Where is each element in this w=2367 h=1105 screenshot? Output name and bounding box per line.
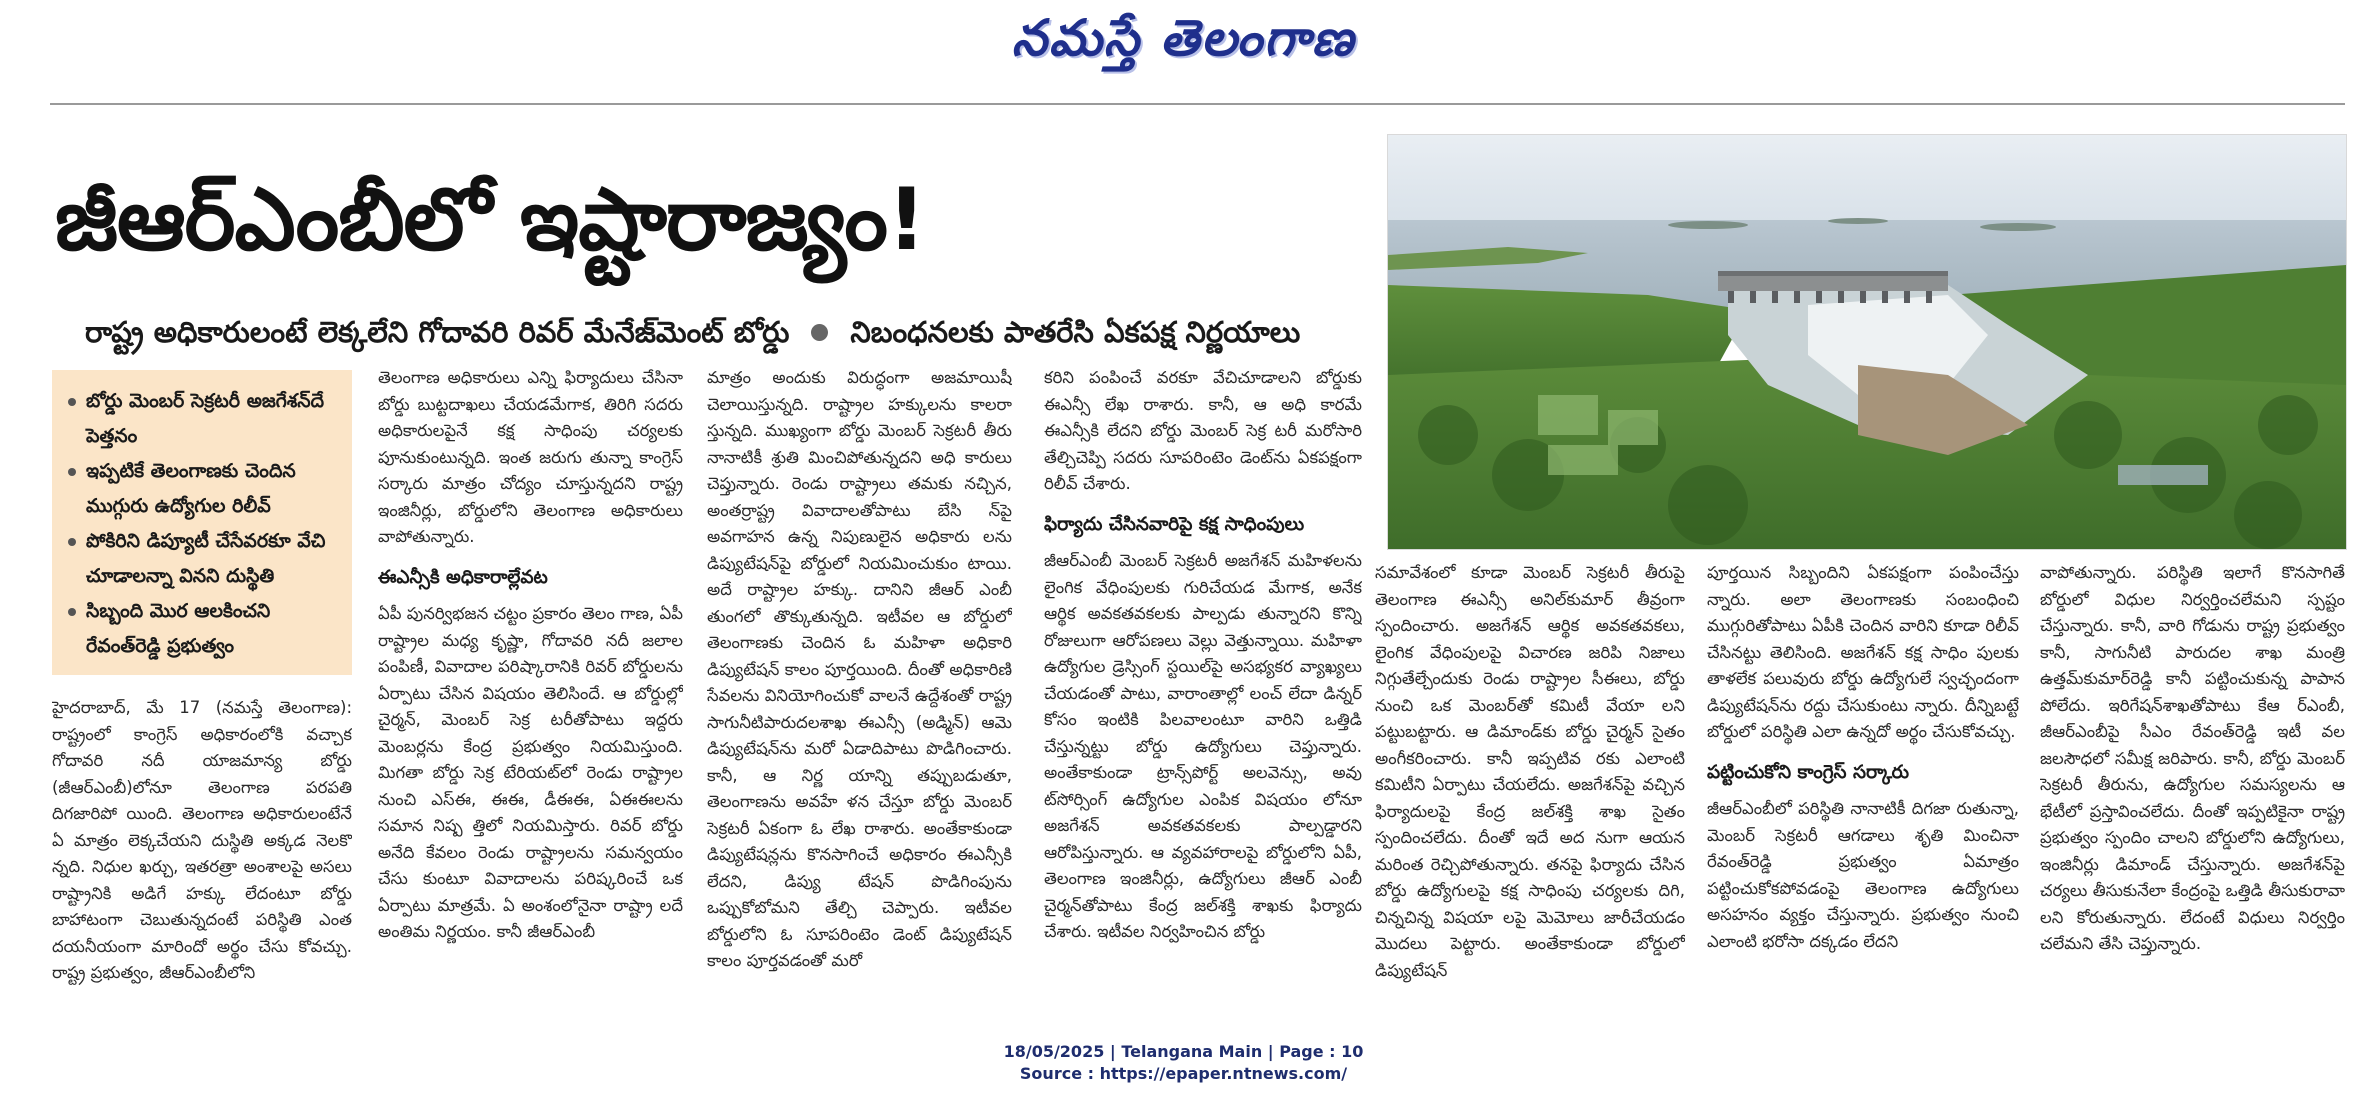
subheadline: [85, 308, 1375, 356]
column-text: హైదరాబాద్, మే 17 (నమస్తే తెలంగాణ): రాష్ట్రంలో కాంగ్రెస్ అధికారంలోకి వచ్చాక గోదావరి నదీ యాజమాన్య బోర్డు (జీఆర్‌ఎంబీ)లోనూ తెలంగాణ పరపతి దిగజారిపో యింది. తెలంగాణ అధికారులంటేనే ఏ మాత్రం లెక్కచేయని దుస్థితి అక్కడ నెలకొ న్నది. నిధుల ఖర్చు, ఇతరత్రా అంశాలపై అసలు రాష్ట్రానికి అడిగే హక్కు లేదంటూ బోర్డు బాహాటంగా చెబుతున్నదంటే పరిస్థితి ఎంత దయనీయంగా మారిందో అర్థం చేసు కోవచ్చు. రాష్ట్ర ప్రభుత్వం, జీఆర్‌ఎంబీలోని: [52, 698, 352, 982]
section-heading: ఈఎన్సీకి అధికారాల్లేవట: [378, 566, 548, 588]
column-text: మాత్రం అందుకు విరుద్ధంగా అజమాయిషీ చెలాయిస్తున్నది. రాష్ట్రాల హక్కులను కాలరా స్తున్నది. ముఖ్యంగా బోర్డు మెంబర్ సెక్రటరీ తీరు నానాటికీ శ్రుతి మించిపోతున్నదని అధి కారులు చెప్తున్నారు. రెండు రాష్ట్రాలు తమకు నచ్చిన, అంతర్రాష్ట్ర వివాదాలతోపాటు బేసి న్‌పై అవగాహన ఉన్న నిపుణులైన అధికారు లను డిప్యుటేషన్‌పై బోర్డులో నియమించుకుం టాయి. అదే రాష్ట్రాల హక్కు. దానిని జీఆర్ ఎంబీ తుంగలో తొక్కుతున్నది. ఇటీవల ఆ బోర్డులో తెలంగాణకు చెందిన ఓ మహిళా అధికారి డిప్యుటేషన్ కాలం పూర్తయింది. దీంతో అధికారిణి సేవలను వినియోగించుకో వాలనే ఉద్దేశంతో రాష్ట్ర సాగునీటిపారుదలశాఖ ఈఎన్సీ (అడ్మిన్) ఆమె డిప్యుటేషన్‌ను మరో ఏడాదిపాటు పొడిగించారు. కానీ, ఆ నిర్ణ యాన్ని తప్పుబడుతూ, తెలంగాణను అవహే ళన చేస్తూ బోర్డు మెంబర్ సెక్రటరీ ఏకంగా ఓ లేఖ రాశారు. అంతేకాకుండా డిప్యుటేషన్లను కొనసాగించే అధికారం ఈఎన్సీకి లేదని, డిప్యు టేషన్ పొడిగింపును ఒప్పుకోబోమని తేల్చి చెప్పారు. ఇటీవల బోర్డులోని ఓ సూపరింటెం డెంట్ డిప్యుటేషన్ కాలం పూర్తవడంతో మరో: [707, 368, 1012, 970]
article-column-6: [1707, 560, 2019, 1005]
column-text: వాపోతున్నారు. పరిస్థితి ఇలాగే కొనసాగితే బోర్డులో విధుల నిర్వర్తించలేమని స్పష్టం చేస్తున్నారు. కానీ, వారి గోడును రాష్ట్ర ప్రభుత్వం కానీ, సాగునీటి పారుదల శాఖ మంత్రి ఉత్తమ్‌కుమార్‌రెడ్డి కానీ పట్టించుకున్న పాపాన పోలేదు. ఇరిగేషన్‌శాఖతోపాటు కేఆ ర్ఎంబీ, జీఆర్ఎంబీపై సీఎం రేవంత్‌రెడ్డి ఇటీ వల జలసౌధలో సమీక్ష జరిపారు. కానీ, బోర్డు మెంబర్ సెక్రటరీ తీరును, ఉద్యోగుల సమస్యలను ఆ భేటీలో ప్రస్తావించలేదు. దీంతో ఇప్పటికైనా రాష్ట్ర ప్రభుత్వం స్పందిం చాలని బోర్డులోని ఉద్యోగులు, ఇంజినీర్లు డిమాండ్ చేస్తున్నారు. అజగేశన్‌పై చర్యలు తీసుకునేలా కేంద్రంపై ఒత్తిడి తీసుకురావా లని కోరుతున్నారు. లేదంటే విధులు నిర్వర్తిం చలేమని తేసి చెప్తున్నారు.: [2040, 563, 2345, 953]
highlight-item: పోకిరిని డిప్యూటీ చేసేవరకూ వేచి చూడాలన్నా వినని దుస్థితి: [62, 524, 342, 594]
article-column-3: [707, 365, 1012, 1005]
footer-source-link[interactable]: Source : https://epaper.ntnews.com/: [1019, 1064, 1348, 1083]
footer-date-page: 18/05/2025 | Telangana Main | Page : 10: [1003, 1042, 1364, 1061]
article-column-5: [1375, 560, 1685, 1005]
column-text: జీఆర్‌ఎంబీలో పరిస్థితి నానాటికీ దిగజా రుతున్నా, మెంబర్ సెక్రటరీ ఆగడాలు శృతి మించినా రేవంత్‌రెడ్డి ప్రభుత్వం ఏమాత్రం పట్టించుకోకపోవడంపై తెలంగాణ ఉద్యోగులు అసహనం వ్యక్తం చేస్తున్నారు. ప్రభుత్వం నుంచి ఎలాంటి భరోసా దక్కడం లేదని: [1707, 799, 2019, 951]
column-text: ఏపీ పునర్విభజన చట్టం ప్రకారం తెలం గాణ, ఏపీ రాష్ట్రాల మధ్య కృష్ణా, గోదావరి నదీ జలాల పంపిణీ, వివాదాల పరిష్కారానికి రివర్ బోర్డులను ఏర్పాటు చేసిన విషయం తెలిసిందే. ఆ బోర్డుల్లో చైర్మన్, మెంబర్ సెక్ర టరీతోపాటు ఇద్దరు మెంబర్లను కేంద్ర ప్రభుత్వం నియమిస్తుంది. మిగతా బోర్డు సెక్ర టేరియట్‌లో రెండు రాష్ట్రాల నుంచి ఎస్‌ఈ, ఈఈ, డీఈఈ, ఏఈఈలను సమాన నిష్ప త్తిలో నియమిస్తారు. రివర్ బోర్డు అనేది కేవలం రెండు రాష్ట్రాలను సమన్వయం చేసు కుంటూ వివాదాలను పరిష్కరించే ఒక ఏర్పాటు మాత్రమే. ఏ అంశంలోనైనా రాష్ట్రా లదే అంతిమ నిర్ణయం. కానీ జీఆర్‌ఎంబీ: [378, 604, 683, 941]
page-footer: [0, 1041, 2367, 1085]
article-column-4: [1044, 365, 1362, 1005]
masthead-title: నమస్తే తెలంగాణ: [1011, 8, 1356, 67]
section-heading: ఫిర్యాదు చేసినవారిపై కక్ష సాధింపులు: [1044, 513, 1305, 535]
highlight-item: సిబ్బంది మొర ఆలకించని రేవంత్‌రెడ్డి ప్రభుత్వం: [62, 594, 342, 664]
article-column-2: [378, 365, 683, 1005]
column-text: కరిని పంపించే వరకూ వేచిచూడాలని బోర్డుకు ఈఎన్సీ లేఖ రాశారు. కానీ, ఆ అధి కారమే ఈఎన్సీకి లేదని బోర్డు మెంబర్ సెక్ర టరీ మరోసారి తేల్చిచెప్పి సదరు సూపరింటెం డెంట్‌ను ఏకపక్షంగా రిలీవ్ చేశారు.: [1044, 368, 1362, 493]
column-text: సమావేశంలో కూడా మెంబర్ సెక్రటరీ తీరుపై తెలంగాణ ఈఎన్సీ అనిల్‌కుమార్ తీవ్రంగా స్పందించారు. అజగేశన్ ఆర్థిక అవకతవకలు, లైంగిక వేధింపులపై విచారణ జరిపి నిజాలు నిగ్గుతేల్చేందుకు రెండు రాష్ట్రాల సీఈలు, బోర్డు నుంచి ఒక మెంబర్‌తో కమిటీ వేయా లని పట్టుబట్టారు. ఆ డిమాండ్‌కు బోర్డు చైర్మన్ సైతం అంగీకరించారు. కానీ ఇప్పటివ రకు ఎలాంటి కమిటీని ఏర్పాటు చేయలేదు. అజగేశన్‌పై వచ్చిన ఫిర్యాదులపై కేంద్ర జల్‌శక్తి శాఖ సైతం స్పందించలేదు. దీంతో ఇదే అద నుగా ఆయన మరింత రెచ్చిపోతున్నారు. తనపై ఫిర్యాదు చేసిన బోర్డు ఉద్యోగులపై కక్ష సాధింపు చర్యలకు దిగి, చిన్నచిన్న విషయా లపై మెమోలు జారీచేయడం మొదలు పెట్టారు. అంతేకాకుండా బోర్డులో డిప్యుటేషన్: [1375, 563, 1685, 980]
highlight-item: ఇప్పటికే తెలంగాణకు చెందిన ముగ్గురు ఉద్యోగుల రిలీవ్: [62, 454, 342, 524]
section-heading: పట్టించుకోని కాంగ్రెస్ సర్కారు: [1707, 761, 1910, 783]
highlights-box: [52, 370, 352, 675]
article-column-7: [2040, 560, 2345, 1005]
subheadline-part2: నిబంధనలకు పాతరేసి ఏకపక్ష నిర్ణయాలు: [850, 315, 1301, 349]
dam-reservoir-photo: [1387, 134, 2347, 550]
masthead-rule: [50, 103, 2345, 105]
column-text: పూర్తయిన సిబ్బందిని ఏకపక్షంగా పంపించేస్తు న్నారు. అలా తెలంగాణకు సంబంధించి ముగ్గురితోపాటు ఏపీకి చెందిన వారిని కూడా రిలీవ్ చేసినట్టు తెలిసింది. అజగేశన్ కక్ష సాధిం పులకు తాళలేక పలువురు బోర్డు ఉద్యోగులే స్వచ్ఛందంగా డిప్యుటేషన్‌ను రద్దు చేసుకుంటు న్నారు. దీన్నిబట్టే బోర్డులో పరిస్థితి ఎలా ఉన్నదో అర్థం చేసుకోవచ్చు.: [1707, 563, 2019, 741]
bullet-dot-icon: [811, 324, 828, 341]
column-text: తెలంగాణ అధికారులు ఎన్ని ఫిర్యాదులు చేసినా బోర్డు బుట్టదాఖలు చేయడమేగాక, తిరిగి సదరు అధికారులపైనే కక్ష సాధింపు చర్యలకు పూనుకుంటున్నది. ఇంత జరుగు తున్నా కాంగ్రెస్ సర్కారు మాత్రం చోద్యం చూస్తున్నదని రాష్ట్ర ఇంజినీర్లు, బోర్డులోని తెలంగాణ అధికారులు వాపోతున్నారు.: [378, 368, 683, 546]
subheadline-part1: రాష్ట్ర అధికారులంటే లెక్కలేని గోదావరి రివర్ మేనేజ్‌మెంట్ బోర్డు: [85, 315, 790, 349]
headline: జీఆర్‌ఎంబీలో ఇష్టారాజ్యం!: [55, 170, 926, 270]
highlight-item: బోర్డు మెంబర్ సెక్రటరీ అజగేశన్‌దే పెత్తనం: [62, 384, 342, 454]
column-text: జీఆర్‌ఎంబీ మెంబర్ సెక్రటరీ అజగేశన్ మహిళలను లైంగిక వేధింపులకు గురిచేయడ మేగాక, అనేక ఆర్థిక అవకతవకలకు పాల్పడు తున్నారని కొన్ని రోజులుగా ఆరోపణలు వెల్లు వెత్తున్నాయి. మహిళా ఉద్యోగుల డ్రెస్సింగ్ స్టయిల్‌పై అసభ్యకర వ్యాఖ్యలు చేయడంతో పాటు, వారాంతాల్లో లంచ్ లేదా డిన్నర్ కోసం ఇంటికి పిలవాలంటూ వారిని ఒత్తిడి చేస్తున్నట్టు బోర్డు ఉద్యోగులు చెప్తున్నారు. అంతేకాకుండా ట్రాన్స్‌పోర్ట్ అలవెన్సు, అవు ట్‌సోర్సింగ్ ఉద్యోగుల ఎంపిక విషయం లోనూ అజగేశన్ అవకతవకలకు పాల్పడ్డారని ఆరోపిస్తున్నారు. ఆ వ్యవహారాలపై బోర్డులోని ఏపీ, తెలంగాణ ఇంజినీర్లు, ఉద్యోగులు జీఆర్ ఎంబీ చైర్మన్‌తోపాటు కేంద్ర జల్‌శక్తి శాఖకు ఫిర్యాదు చేశారు. ఇటీవల నిర్వహించిన బోర్డు: [1044, 551, 1362, 941]
article-column-1: [52, 695, 352, 1005]
dam-photo-illustration: [1388, 135, 2346, 549]
